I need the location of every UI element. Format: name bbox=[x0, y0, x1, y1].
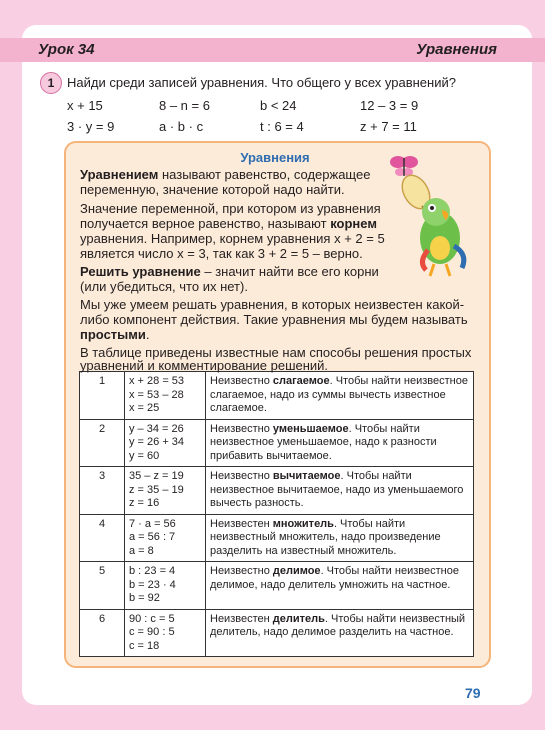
row-number: 5 bbox=[80, 562, 125, 610]
desc-text: . Чтобы найти неизвестный множитель, надо произведение разделить на известный множитель. bbox=[210, 517, 441, 557]
equation-step: 35 – z = 19 bbox=[129, 470, 184, 482]
definition-term: корнем bbox=[330, 216, 377, 231]
equation-step: a = 56 : 7 bbox=[129, 531, 176, 543]
text-line: – значит найти все его корни bbox=[200, 264, 379, 279]
equation-step: 7 · a = 56 bbox=[129, 517, 176, 530]
lesson-label: Урок 34 bbox=[38, 41, 95, 58]
table-row bbox=[80, 419, 474, 467]
text-line: (или убедиться, что их нет). bbox=[80, 279, 248, 294]
parrot-icon bbox=[420, 198, 464, 276]
desc-text: . Чтобы найти неизвестный делитель, надо делимое разделить на частное. bbox=[210, 612, 466, 638]
rule-paragraph-1 bbox=[80, 167, 370, 182]
table-row bbox=[80, 609, 474, 657]
equation-step: y = 26 + 34 bbox=[129, 436, 185, 448]
equation-step: 90 : c = 5 bbox=[129, 612, 175, 625]
rule-description bbox=[206, 467, 474, 515]
desc-text: Неизвестен bbox=[210, 517, 273, 530]
component-term: вычитаемое bbox=[272, 470, 341, 482]
definition-term: Уравнением bbox=[80, 167, 159, 182]
text-line: является число x = 3, так как 3 + 2 = 5 – верно. bbox=[80, 246, 363, 261]
rule-description bbox=[206, 514, 474, 562]
component-term: делитель bbox=[272, 612, 325, 625]
expression: a · b · c bbox=[159, 119, 204, 134]
rule-description bbox=[206, 372, 474, 420]
desc-text: . Чтобы найти неизвестное делимое, надо делитель умножить на частное. bbox=[210, 565, 459, 591]
equation-step: c = 90 : 5 bbox=[129, 626, 175, 638]
table-row bbox=[80, 562, 474, 610]
desc-text: . Чтобы найти неизвестное уменьшаемое, надо к разности прибавить вычитаемое. bbox=[210, 422, 437, 462]
row-number: 6 bbox=[80, 609, 125, 657]
row-number: 3 bbox=[80, 467, 125, 515]
rule-paragraph-4-end bbox=[80, 327, 150, 342]
equation-step: x + 28 = 53 bbox=[129, 375, 185, 387]
equation-step: a = 8 bbox=[129, 544, 154, 557]
table-row bbox=[80, 372, 474, 420]
expression: 3 · y = 9 bbox=[67, 119, 115, 134]
expression: z + 7 = 11 bbox=[360, 119, 417, 134]
rule-description bbox=[206, 419, 474, 467]
equation-step: b = 23 · 4 bbox=[129, 578, 176, 591]
equation-solution bbox=[125, 372, 206, 420]
row-number: 2 bbox=[80, 419, 125, 467]
equation-step: y – 34 = 26 bbox=[129, 422, 184, 435]
text-line: уравнений и комментирование решений. bbox=[80, 358, 329, 373]
text-line: получается верное равенство, называют bbox=[80, 216, 327, 231]
component-term: уменьшаемое bbox=[272, 422, 349, 435]
butterfly-icon bbox=[390, 156, 418, 176]
text-line: называют равенство, содержащее bbox=[158, 167, 371, 182]
equation-solution bbox=[125, 562, 206, 610]
text-line: Значение переменной, при котором из уравнения bbox=[80, 201, 381, 216]
definition-term: Решить уравнение bbox=[80, 264, 201, 279]
equation-step: y = 60 bbox=[129, 449, 160, 462]
definition-term: простыми bbox=[80, 327, 146, 342]
desc-text: Неизвестно bbox=[210, 470, 273, 482]
equation-step: b : 23 = 4 bbox=[129, 565, 176, 577]
rule-paragraph-2-line bbox=[80, 216, 377, 231]
expression: b < 24 bbox=[260, 98, 297, 113]
rule-paragraph-3 bbox=[80, 264, 379, 279]
expression: x + 15 bbox=[67, 98, 103, 113]
desc-text: Неизвестно bbox=[210, 375, 273, 387]
equation-step: c = 18 bbox=[129, 639, 160, 652]
equation-step: x = 53 – 28 bbox=[129, 388, 184, 401]
equation-solution bbox=[125, 609, 206, 657]
equation-step: z = 35 – 19 bbox=[129, 483, 184, 496]
text-line: либо компонент действия. Такие уравнения мы будем называть bbox=[80, 312, 468, 327]
topic-label: Уравнения bbox=[416, 41, 497, 58]
text-line: переменную, значение которой надо найти. bbox=[80, 182, 345, 197]
row-number: 1 bbox=[80, 372, 125, 420]
equation-step: z = 16 bbox=[129, 497, 160, 509]
expression: 12 – 3 = 9 bbox=[360, 98, 419, 113]
equation-step: x = 25 bbox=[129, 402, 160, 414]
parrot-illustration bbox=[378, 150, 478, 280]
rule-title: Уравнения bbox=[240, 150, 310, 165]
component-term: делимое bbox=[272, 565, 321, 577]
component-term: слагаемое bbox=[272, 375, 330, 387]
row-number: 4 bbox=[80, 514, 125, 562]
desc-text: Неизвестен bbox=[210, 612, 273, 625]
text-line: . bbox=[145, 327, 150, 342]
equation-solution bbox=[125, 419, 206, 467]
desc-text: . Чтобы найти неизвестное слагаемое, надо из суммы вычесть известное слагаемое. bbox=[210, 375, 468, 414]
equation-solution bbox=[125, 514, 206, 562]
component-term: множитель bbox=[272, 517, 334, 530]
task-text: Найди среди записей уравнения. Что общего у всех уравнений? bbox=[67, 75, 456, 90]
page-number: 79 bbox=[465, 685, 481, 701]
task-number-badge: 1 bbox=[40, 72, 62, 94]
desc-text: . Чтобы найти неизвестное вычитаемое, надо из уменьшаемого вычесть разность. bbox=[210, 470, 464, 509]
text-line: В таблице приведены известные нам способы решения простых bbox=[80, 345, 472, 360]
rule-description bbox=[206, 562, 474, 610]
expression: t : 6 = 4 bbox=[260, 119, 304, 134]
desc-text: Неизвестно bbox=[210, 422, 273, 435]
solution-methods-table bbox=[79, 371, 474, 657]
text-line: уравнения. Например, корнем уравнения x + 2 = 5 bbox=[80, 231, 385, 246]
expression: 8 – n = 6 bbox=[159, 98, 210, 113]
desc-text: Неизвестно bbox=[210, 565, 273, 577]
table-row bbox=[80, 514, 474, 562]
rule-description bbox=[206, 609, 474, 657]
table-row bbox=[80, 467, 474, 515]
text-line: Мы уже умеем решать уравнения, в которых неизвестен какой- bbox=[80, 297, 465, 312]
equation-solution bbox=[125, 467, 206, 515]
equation-step: b = 92 bbox=[129, 592, 160, 604]
